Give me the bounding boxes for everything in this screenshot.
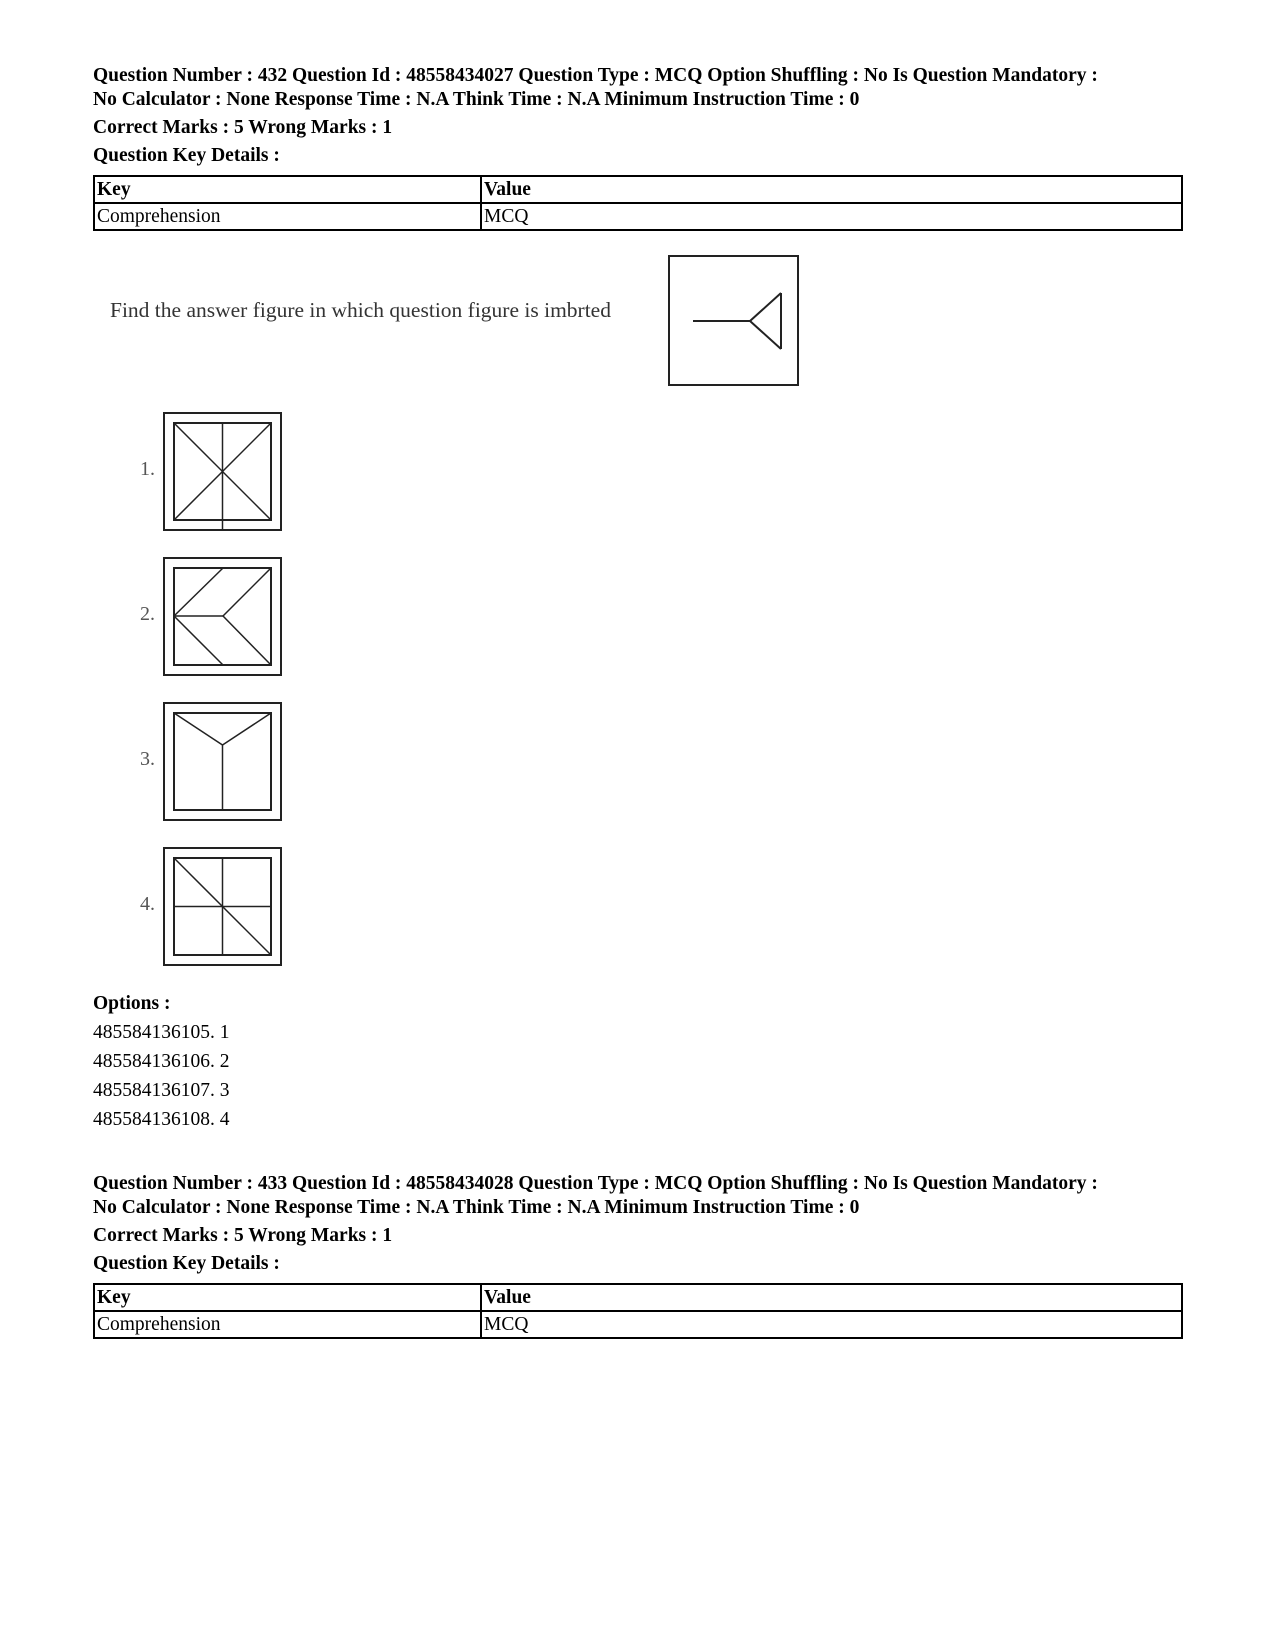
key-table-433 — [93, 1283, 1183, 1339]
table-header-key: Key — [94, 1284, 481, 1311]
table-header-row — [94, 1284, 1182, 1311]
key-details-title: Question Key Details : — [93, 1253, 280, 1274]
table-header-key: Key — [94, 176, 481, 203]
marks-line: Correct Marks : 5 Wrong Marks : 1 — [93, 1225, 393, 1246]
options-title: Options : — [93, 993, 171, 1014]
answer-figure-4 — [163, 847, 283, 967]
table-cell-key: Comprehension — [94, 1311, 481, 1338]
option-1[interactable]: 485584136105. 1 — [93, 1022, 230, 1043]
marks-line: Correct Marks : 5 Wrong Marks : 1 — [93, 117, 393, 138]
table-header-row — [94, 176, 1182, 203]
figure-label-1: 1. — [140, 458, 155, 480]
table-header-value: Value — [481, 1284, 1182, 1311]
key-details-title: Question Key Details : — [93, 145, 280, 166]
option-4[interactable]: 485584136108. 4 — [93, 1109, 230, 1130]
answer-figure-1 — [163, 412, 283, 532]
question-meta-line-1: Question Number : 433 Question Id : 48558434028 Question Type : MCQ Option Shuffling : No Is Question Mandatory : — [93, 1173, 1098, 1194]
table-row — [94, 1311, 1182, 1338]
question-meta-line-2: No Calculator : None Response Time : N.A Think Time : N.A Minimum Instruction Time : 0 — [93, 1197, 860, 1218]
option-2[interactable]: 485584136106. 2 — [93, 1051, 230, 1072]
option-3[interactable]: 485584136107. 3 — [93, 1080, 230, 1101]
question-meta-line-1: Question Number : 432 Question Id : 48558434027 Question Type : MCQ Option Shuffling : No Is Question Mandatory : — [93, 65, 1098, 86]
options-section — [93, 990, 1183, 1134]
table-cell-value: MCQ — [481, 1311, 1182, 1338]
table-row — [94, 203, 1182, 230]
figure-label-4: 4. — [140, 893, 155, 915]
question-meta-line-2: No Calculator : None Response Time : N.A Think Time : N.A Minimum Instruction Time : 0 — [93, 89, 860, 110]
figure-label-2: 2. — [140, 603, 155, 625]
question-text: Find the answer figure in which question figure is imbrted — [110, 298, 611, 322]
answer-figure-3 — [163, 702, 283, 822]
key-table-432 — [93, 175, 1183, 231]
answer-figure-2 — [163, 557, 283, 677]
figure-label-3: 3. — [140, 748, 155, 770]
table-cell-key: Comprehension — [94, 203, 481, 230]
table-cell-value: MCQ — [481, 203, 1182, 230]
question-433-header — [93, 1172, 1183, 1276]
question-432-header — [93, 64, 1183, 168]
question-figure — [668, 255, 800, 387]
table-header-value: Value — [481, 176, 1182, 203]
